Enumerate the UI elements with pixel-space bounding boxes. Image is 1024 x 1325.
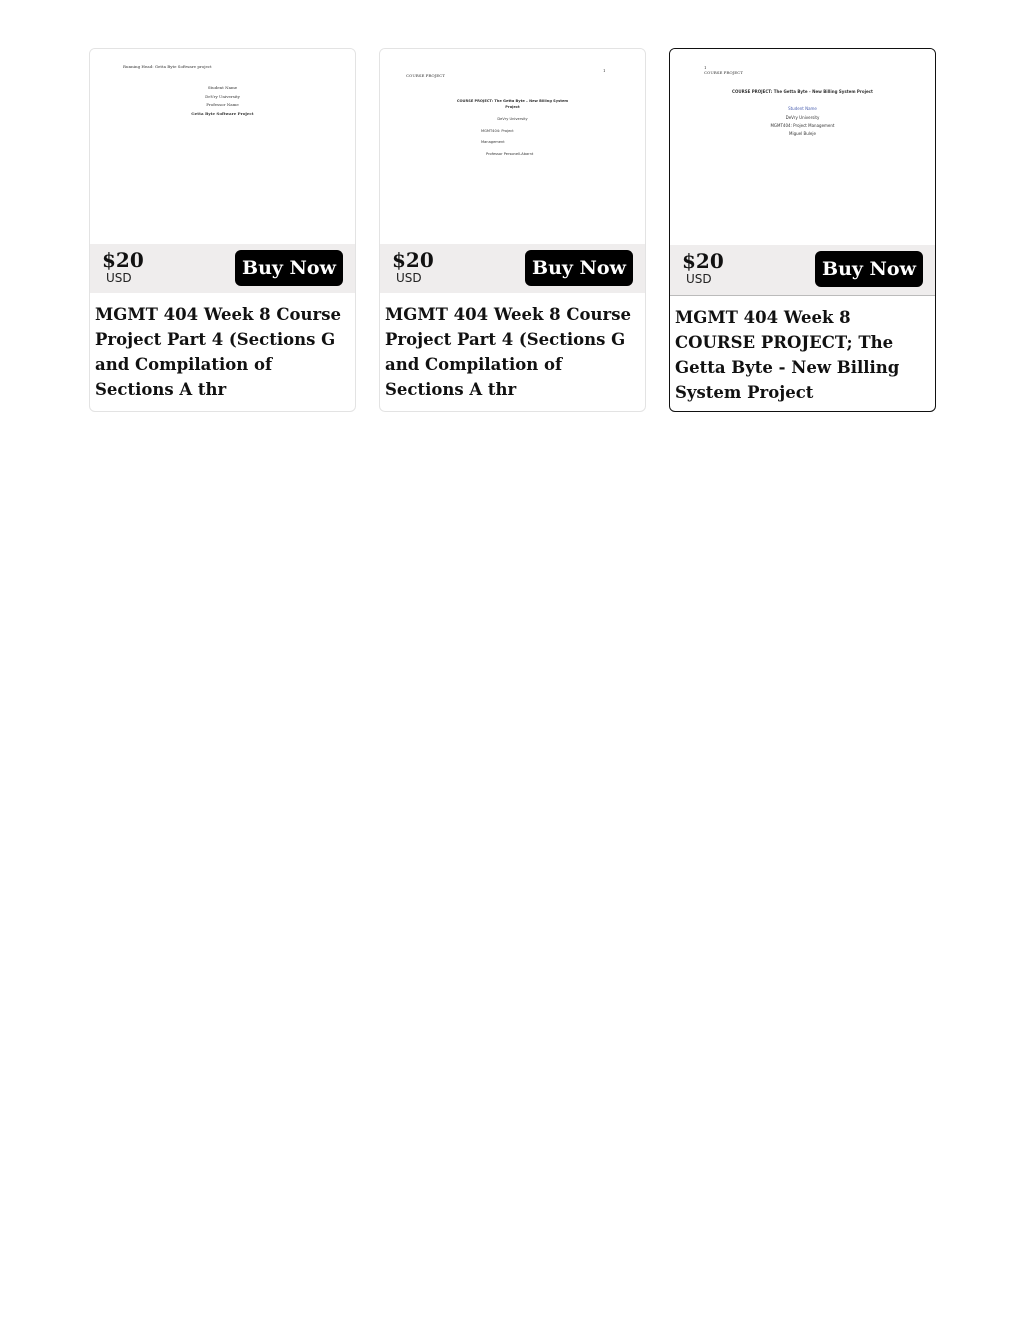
preview-line: Professor Personell-Abarnt [486,152,534,156]
preview-title: COURSE PROJECT: The Getta Byte – New Billing System [456,99,569,103]
preview-line: Management [481,140,505,144]
preview-line: Getta Byte Software Project [191,111,254,116]
product-card[interactable] [379,48,646,412]
preview-page-number: 1 [603,68,606,73]
product-card-selected[interactable] [669,48,936,412]
buy-now-button[interactable]: Buy Now [235,250,343,286]
preview-header: COURSE PROJECT [406,73,445,78]
price: $20 [392,248,434,272]
preview-header: COURSE PROJECT [704,70,743,75]
price-bar [90,244,355,293]
preview-line: DeVry University [205,94,240,99]
preview-running-head: Running Head: Getta Byte Software project [123,64,212,69]
currency: USD [396,271,422,285]
product-title[interactable]: MGMT 404 Week 8 Course Project Part 4 (Sections G and Compilation of Sections A thr [385,305,632,399]
preview-line: DeVry University [497,117,528,121]
document-preview[interactable] [380,49,645,244]
preview-title: COURSE PROJECT: The Getta Byte - New Billing System Project [732,89,873,94]
preview-line: MGMT404: Project [481,129,514,133]
preview-line: Student Name [788,106,817,111]
preview-title: Project [505,105,520,109]
product-title[interactable]: MGMT 404 Week 8 COURSE PROJECT; The Getta Byte - New Billing System Project [675,308,900,402]
buy-now-button[interactable]: Buy Now [815,251,923,287]
preview-line: DeVry University [785,115,820,120]
currency: USD [106,271,132,285]
price: $20 [682,249,724,273]
price: $20 [102,248,144,272]
preview-page-number: 1 [704,65,707,70]
currency: USD [686,272,712,286]
document-preview[interactable] [670,49,935,244]
document-preview[interactable] [90,49,355,244]
preview-line: Student Name [207,85,238,90]
preview-line: Miguel Buleje [789,131,816,136]
preview-line: MGMT404: Project Management [770,123,835,128]
price-bar [670,245,935,296]
product-card[interactable] [89,48,356,412]
price-bar [380,244,645,293]
product-title[interactable]: MGMT 404 Week 8 Course Project Part 4 (Sections G and Compilation of Sections A thr [95,305,342,399]
preview-line: Professor Name [206,102,239,107]
buy-now-button[interactable]: Buy Now [525,250,633,286]
